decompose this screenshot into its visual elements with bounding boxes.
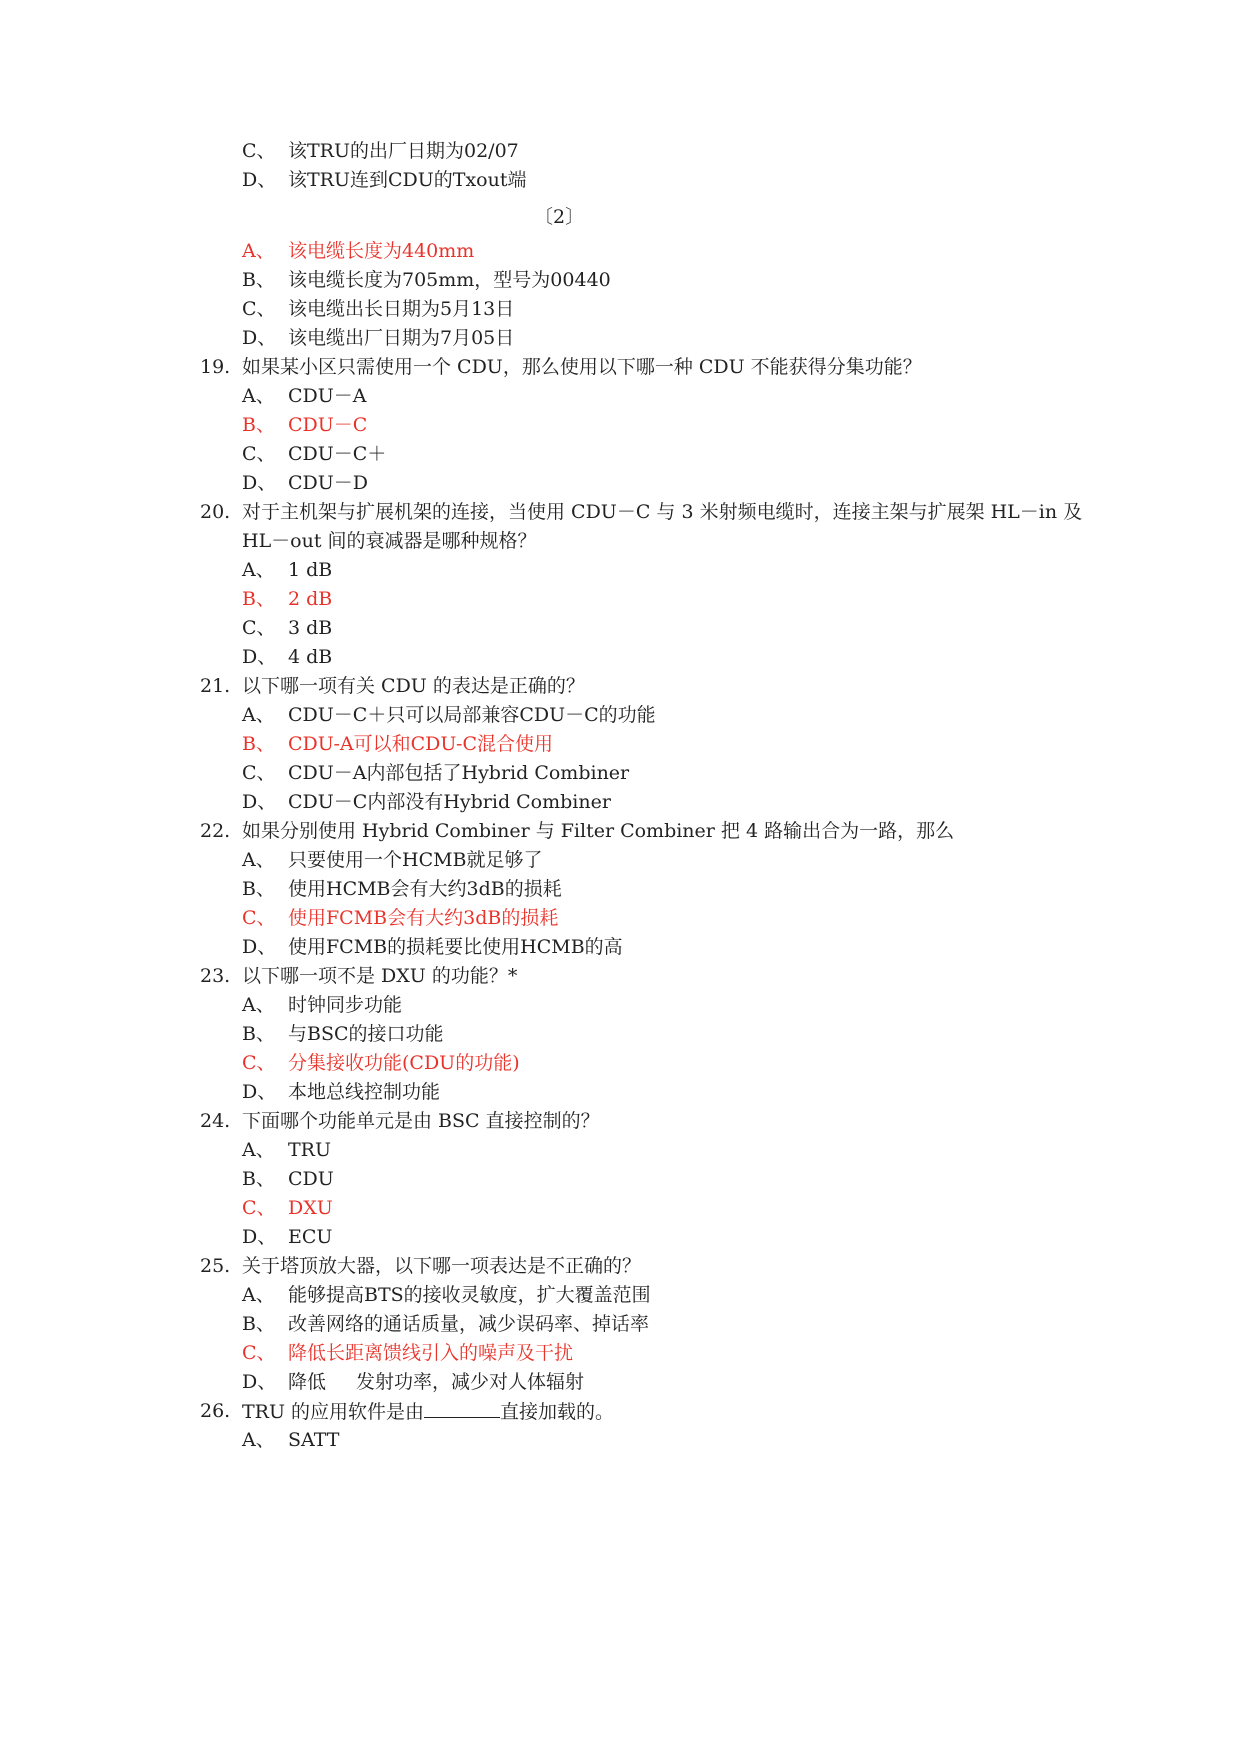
option-text: CDU: [288, 1168, 334, 1190]
option-letter: A、: [242, 704, 275, 726]
question-text-line2: HL－out 间的衰减器是哪种规格？: [242, 530, 537, 552]
option-text: DXU: [288, 1197, 333, 1219]
question-text: 如果某小区只需使用一个 CDU，那么使用以下哪一种 CDU 不能获得分集功能？: [242, 356, 922, 378]
option-text: 2 dB: [288, 588, 333, 610]
question-number: 23.: [200, 965, 231, 987]
question-text: [242, 1399, 614, 1424]
option-text: CDU－C＋: [288, 443, 387, 465]
option-letter: D、: [242, 646, 277, 668]
question-number: 25.: [200, 1255, 231, 1277]
option-letter: B、: [242, 733, 275, 755]
option-text: 4 dB: [288, 646, 333, 668]
option-text: 该电缆长度为705mm，型号为00440: [288, 269, 611, 291]
option-text: 使用FCMB的损耗要比使用HCMB的高: [288, 936, 623, 958]
option-text-part2: 发射功率，减少对人体辐射: [356, 1371, 585, 1393]
option-text: 该电缆出厂日期为7月05日: [288, 327, 515, 349]
option-letter: B、: [242, 414, 275, 436]
option-text: [288, 1370, 584, 1394]
option-text: SATT: [288, 1429, 340, 1451]
question-text-part2: 直接加载的。: [500, 1401, 615, 1423]
option-text: CDU－A: [288, 385, 367, 407]
option-letter: C、: [242, 1197, 276, 1219]
option-text-part1: 降低: [288, 1371, 327, 1393]
option-text: 该TRU的出厂日期为02/07: [288, 140, 519, 162]
option-letter: B、: [242, 1313, 275, 1335]
option-text: 时钟同步功能: [288, 994, 403, 1016]
option-text: 3 dB: [288, 617, 333, 639]
option-letter: A、: [242, 1429, 275, 1451]
option-letter: D、: [242, 1081, 277, 1103]
option-text: 能够提高BTS的接收灵敏度，扩大覆盖范围: [288, 1284, 651, 1306]
question-number: 24.: [200, 1110, 231, 1132]
question-text: 以下哪一项不是 DXU 的功能？*: [242, 965, 518, 987]
option-letter: D、: [242, 1226, 277, 1248]
question-number: 22.: [200, 820, 231, 842]
option-letter: C、: [242, 1052, 276, 1074]
option-text: 改善网络的通话质量，减少误码率、掉话率: [288, 1313, 650, 1335]
option-letter: D、: [242, 1371, 277, 1393]
option-letter: D、: [242, 327, 277, 349]
question-text: 下面哪个功能单元是由 BSC 直接控制的？: [242, 1110, 600, 1132]
option-letter: A、: [242, 559, 275, 581]
option-text: 该电缆出长日期为5月13日: [288, 298, 515, 320]
option-text: CDU－C＋只可以局部兼容CDU－C的功能: [288, 704, 656, 726]
option-text: CDU－C: [288, 414, 368, 436]
option-letter: C、: [242, 907, 276, 929]
option-text: 与BSC的接口功能: [288, 1023, 444, 1045]
option-letter: C、: [242, 1342, 276, 1364]
option-letter: D、: [242, 791, 277, 813]
option-letter: B、: [242, 269, 275, 291]
option-text: TRU: [288, 1139, 331, 1161]
option-text: ECU: [288, 1226, 333, 1248]
question-text: 关于塔顶放大器，以下哪一项表达是不正确的？: [242, 1255, 642, 1277]
option-letter: C、: [242, 443, 276, 465]
option-letter: A、: [242, 994, 275, 1016]
option-text: 只要使用一个HCMB就足够了: [288, 849, 543, 871]
question-text: 如果分别使用 Hybrid Combiner 与 Filter Combiner 把 4 路输出合为一路，那么: [242, 820, 955, 842]
option-letter: B、: [242, 588, 275, 610]
option-letter: B、: [242, 1023, 275, 1045]
option-letter: C、: [242, 762, 276, 784]
option-text: 该电缆长度为440mm: [288, 240, 475, 262]
option-letter: C、: [242, 617, 276, 639]
option-text: 使用HCMB会有大约3dB的损耗: [288, 878, 562, 900]
option-letter: A、: [242, 849, 275, 871]
option-text: 使用FCMB会有大约3dB的损耗: [288, 907, 559, 929]
option-letter: D、: [242, 472, 277, 494]
option-letter: B、: [242, 1168, 275, 1190]
option-text: 1 dB: [288, 559, 333, 581]
option-text: CDU－A内部包括了Hybrid Combiner: [288, 762, 630, 784]
option-text: 分集接收功能(CDU的功能): [288, 1052, 520, 1074]
option-text: 降低长距离馈线引入的噪声及干扰: [288, 1342, 574, 1364]
option-text: CDU-A可以和CDU-C混合使用: [288, 733, 553, 755]
question-number: 21.: [200, 675, 231, 697]
option-letter: D、: [242, 936, 277, 958]
question-number: 20.: [200, 501, 231, 523]
question-text: 以下哪一项有关 CDU 的表达是正确的？: [242, 675, 585, 697]
question-text-part1: TRU 的应用软件是由: [242, 1401, 425, 1423]
option-letter: A、: [242, 1139, 275, 1161]
option-letter: B、: [242, 878, 275, 900]
option-letter: A、: [242, 240, 275, 262]
question-number: 26.: [200, 1400, 231, 1422]
fill-in-blank: [424, 1399, 500, 1418]
option-letter: A、: [242, 385, 275, 407]
option-text: 该TRU连到CDU的Txout端: [288, 169, 527, 191]
option-letter: C、: [242, 140, 276, 162]
question-text: 对于主机架与扩展机架的连接，当使用 CDU－C 与 3 米射频电缆时，连接主架与扩展架 HL－in 及: [242, 501, 1083, 523]
option-text: 本地总线控制功能: [288, 1081, 441, 1103]
option-text: CDU－C内部没有Hybrid Combiner: [288, 791, 611, 813]
sub-question-number: 〔2〕: [534, 206, 585, 228]
question-number: 19.: [200, 356, 231, 378]
option-letter: D、: [242, 169, 277, 191]
option-letter: A、: [242, 1284, 275, 1306]
option-text: CDU－D: [288, 472, 369, 494]
option-letter: C、: [242, 298, 276, 320]
